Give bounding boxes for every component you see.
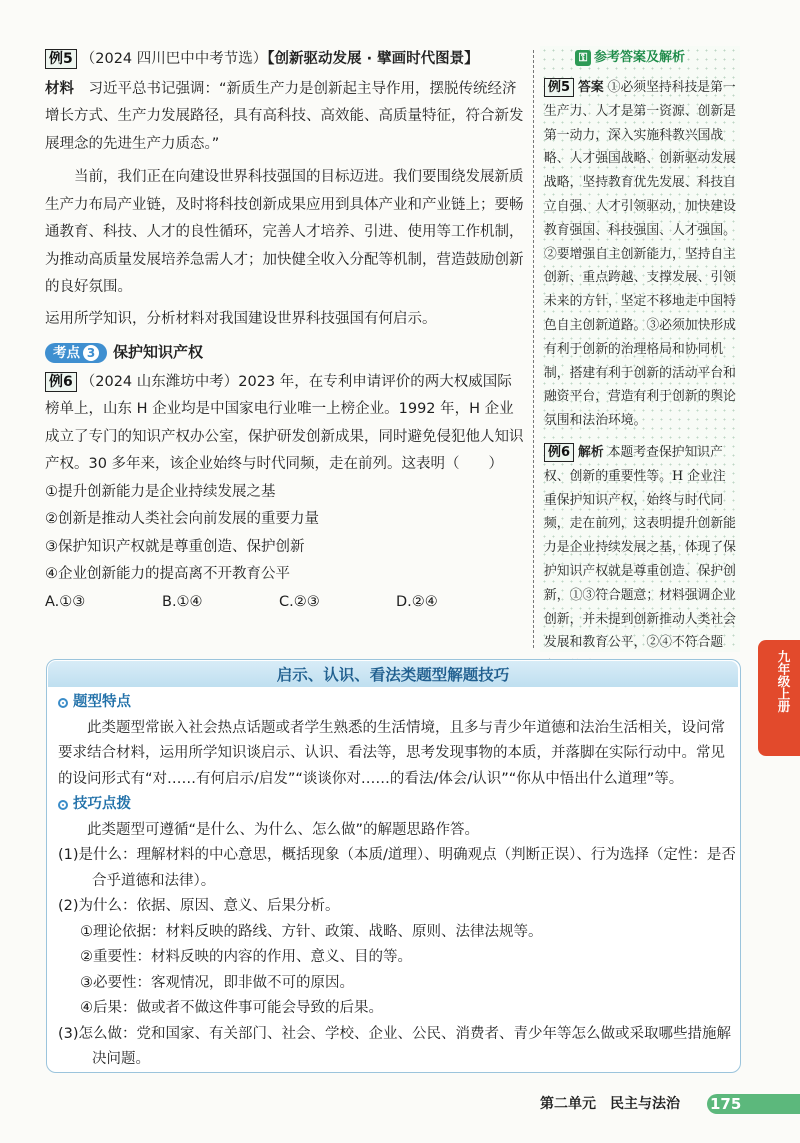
example6-item: ①提升创新能力是企业持续发展之基 [45,483,276,500]
step-why-item: ④后果：做或者不做这件事可能会导致的后果。 [80,1000,383,1016]
tips-box-body [58,690,736,1073]
step-why-item: ①理论依据：材料反映的路线、方针、政策、战略、原则、法律法规等。 [80,923,543,940]
circle-bullet-icon [58,800,68,810]
section-skills: 技巧点拨 [58,792,736,818]
answer-example5: 例5 答案 ①必须坚持科技是第一生产力、人才是第一资源、创新是第一动力，深入实施科教兴国战略、人才强国战略、创新驱动发展战略，坚持教育优先发展、科技自立自强、人才引领驱动，加快建设教育强国、科技强国、人才强国。②要增强自主创新能力，坚持自主创新、重点跨越、支撑发展、引领未来的方针，坚定不移地走中国特色自主创新道路。③必须加快形成有利于创新的治理格局和协同机制，搭建有利于创新的活动平台和融资平台，营造有利于创新的舆论氛围和法治环境。 [544,80,736,429]
option-b[interactable]: B.①④ [162,593,203,610]
section1-text: 此类题型常嵌入社会热点话题或者学生熟悉的生活情境，且多与青少年道德和法治生活相关，设问常要求结合材料，运用所学知识谈启示、认识、看法等，思考发现事物的本质，并落脚在实际行动中。常见的设问形式有“对……有何启示/启发”“谈谈你对……的看法/体会/认识”“你从中悟出什么道理”等。 [58,719,725,787]
main-column [45,46,525,616]
circle-bullet-icon [58,698,68,708]
example5-question: 运用所学知识，分析材料对我国建设世界科技强国有何启示。 [45,310,437,327]
analysis-label: 解析 [578,444,604,460]
kaodian-number: 3 [83,345,99,361]
answer-ex6-tag: 例6 [544,443,574,462]
example5-material-p1: 材料 习近平总书记强调：“新质生产力是创新起主导作用，摆脱传统经济增长方式、生产力发展路径，具有高科技、高效能、高质量特征，符合新发展理念的先进生产力质态。” [45,80,524,152]
example5-material-p2: 当前，我们正在向建设世界科技强国的目标迈进。我们要围绕发展新质生产力布局产业链，及时将科技创新成果应用到具体产业和产业链上；要畅通教育、科技、人才的良性循环，完善人才培养、引进、使用等工作机制，为推动高质量发展培养急需人才；加快健全收入分配等机制，营造鼓励创新的良好氛围。 [45,169,524,295]
example5-tag: 例5 [45,49,77,69]
step-what: (1)是什么：理解材料的中心意思，概括现象（本质/道理）、明确观点（判断正误）、行为选择（定性：是否合乎道德和法律）。 [58,847,736,889]
example6-options [45,589,525,617]
grade-side-tab[interactable] [758,640,800,756]
footer-unit: 第二单元 民主与法治 [540,1096,680,1112]
answer-ex5-tag: 例5 [544,78,574,97]
example6-item: ②创新是推动人类社会向前发展的重要力量 [45,511,319,527]
example5-heading [45,46,525,74]
example5-topic: 【创新驱动发展 · 擘画时代图景】 [267,51,479,67]
section2-intro: 此类题型可遵循“是什么、为什么、怎么做”的解题思路作答。 [87,821,480,838]
step-why: (2)为什么：依据、原因、意义、后果分析。 [58,898,340,914]
example6-tag: 例6 [45,372,77,392]
tips-box-title: 启示、认识、看法类题型解题技巧 [276,666,510,684]
answer-panel-header: ⚿ 参考答案及解析 [575,48,725,68]
material-label: 材料 [45,80,74,97]
example6-item: ④企业创新能力的提高离不开教育公平 [45,566,290,582]
example6-stem: 例6 （2024 山东潍坊中考）2023 年，在专利申请评价的两大权威国际榜单上，山东 H 企业均是中国家电行业唯一上榜企业。1992 年，H 企业成立了专门的知识产权办公室，保护研发创新成果，同时避免侵犯他人知识产权。30 多年来，该企业始终与时代同频，走在前列。这表明（ ） [45,373,524,472]
step-why-item: ③必要性：客观情况，即非做不可的原因。 [80,974,354,991]
kaodian-pill: 考点 3 [45,343,107,363]
key-icon: ⚿ [575,50,591,66]
answer-panel-text [544,76,738,679]
grade-side-tab-label: 九年级上册 [776,650,791,713]
answer-label: 答案 [578,80,604,95]
example5-source: （2024 四川巴中中考节选） [80,51,268,67]
example6-item: ③保护知识产权就是尊重创造、保护创新 [45,538,305,555]
option-c[interactable]: C.②③ [279,593,320,610]
option-a[interactable]: A.①③ [45,593,86,610]
section-type-features: 题型特点 [58,690,736,716]
option-d[interactable]: D.②④ [396,593,438,610]
column-divider [533,50,534,648]
kaodian-title: 保护知识产权 [113,343,204,361]
kaodian-heading [45,339,525,367]
step-how: (3)怎么做：党和国家、有关部门、社会、学校、企业、公民、消费者、青少年等怎么做或采取哪些措施解决问题。 [58,1025,732,1067]
page-number: 175 [710,1095,742,1113]
answer-example6: 例6 解析 本题考查保护知识产权、创新的重要性等。H 企业注重保护知识产权，始终与时代同频，走在前列，这表明提升创新能力是企业持续发展之基，体现了保护知识产权就是尊重创造、保护创新，①③符合题意；材料强调企业创新，并未提到创新推动人类社会发展和教育公平，②④不符合题 [544,444,736,651]
step-why-item: ②重要性：材料反映的内容的作用、意义、目的等。 [80,949,412,965]
